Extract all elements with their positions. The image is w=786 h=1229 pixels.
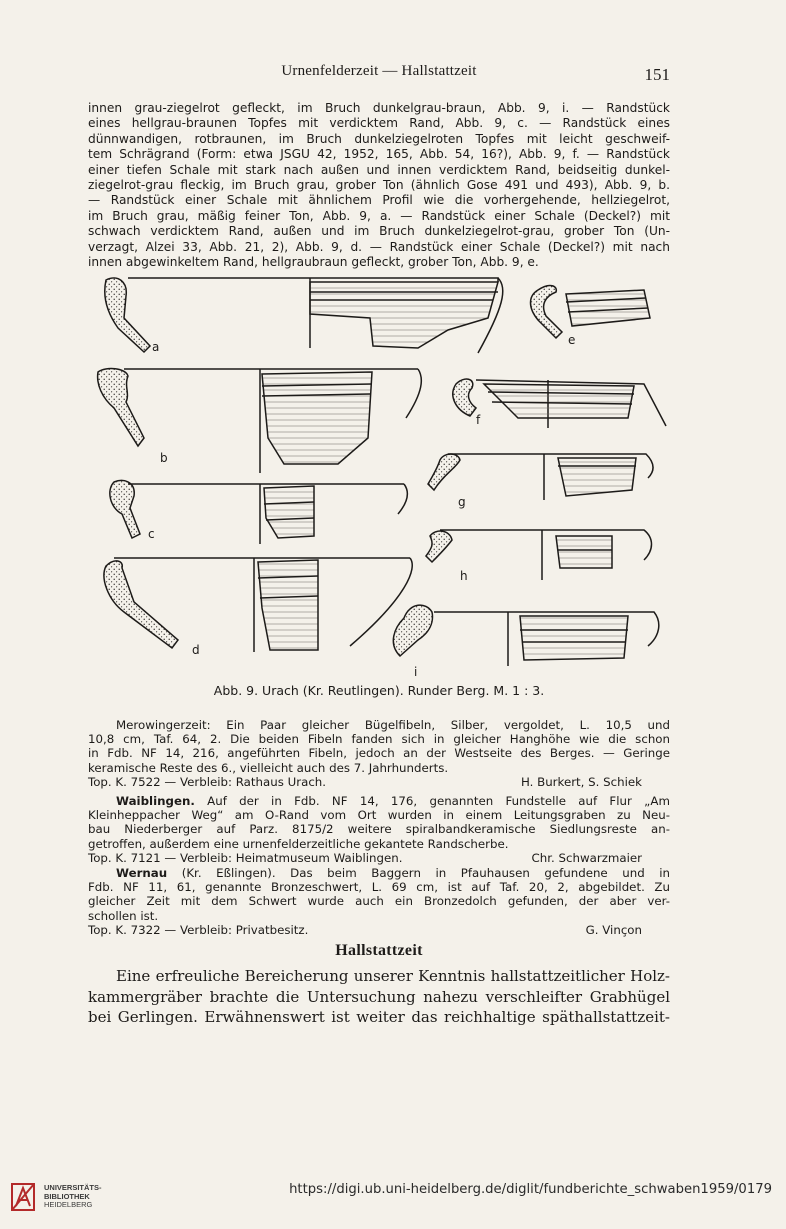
sherd-f xyxy=(453,379,666,428)
text-line: im Bruch grau, mäßig feiner Ton, Abb. 9, a. — Randstück einer Schale (Deckel?) mit xyxy=(88,208,670,223)
figure-label-d: d xyxy=(192,643,200,657)
page-header xyxy=(88,63,670,85)
intro-paragraph xyxy=(88,101,670,270)
text-line: ziegelrot-grau fleckig, im Bruch grau, grober Ton (ähnlich Gose 491 und 493), Abb. 9, b. xyxy=(88,178,670,193)
text-line: in Fdb. NF 14, 216, angeführten Fibeln, jedoch an der Westseite des Berges. — Geringe xyxy=(88,746,670,761)
text-line: 10,8 cm, Taf. 64, 2. Die beiden Fibeln fanden sich in gleicher Hanghöhe wie die schon xyxy=(88,732,670,747)
running-title: Urnenfelderzeit — Hallstattzeit xyxy=(281,63,477,79)
figure-label-g: g xyxy=(458,495,466,509)
author-signature: H. Burkert, S. Schiek xyxy=(520,774,642,789)
text-line: gleicher Zeit mit dem Schwert wurde auch ein Bronzedolch gefunden, der aber ver- xyxy=(88,894,670,909)
text-line: bau Niederberger auf Parz. 8175/2 weitere spiralbandkeramische Siedlungsreste an- xyxy=(88,822,670,837)
author-signature: G. Vinçon xyxy=(585,922,642,937)
entry-footer-row xyxy=(88,923,670,937)
merowinger-entry xyxy=(88,718,670,789)
section-paragraph xyxy=(88,966,670,1028)
sherd-g xyxy=(428,454,653,500)
entry-footer-row xyxy=(88,775,670,789)
text-line: bei Gerlingen. Erwähnenswert ist weiter das reichhaltige späthallstattzeit- xyxy=(88,1008,670,1026)
figure-label-b: b xyxy=(160,451,168,465)
sherd-i xyxy=(393,605,658,666)
figure-label-a: a xyxy=(152,340,160,354)
figure-caption: Abb. 9. Urach (Kr. Reutlingen). Runder Berg. M. 1 : 3. xyxy=(213,683,545,698)
sherd-d xyxy=(104,558,412,652)
permalink-url[interactable]: https://digi.ub.uni-heidelberg.de/diglit/fundberichte_schwaben1959/0179 xyxy=(289,1182,772,1197)
figure-label-c: c xyxy=(148,527,155,541)
text-line: getroffen, außerdem eine urnenfelderzeitliche gekantete Randscherbe. xyxy=(88,836,509,851)
page-footer xyxy=(0,1168,786,1229)
topographic-reference: Top. K. 7322 — Verbleib: Privatbesitz. xyxy=(88,922,309,937)
topographic-reference: Top. K. 7522 — Verbleib: Rathaus Urach. xyxy=(88,774,327,789)
topographic-reference: Top. K. 7121 — Verbleib: Heimatmuseum Waiblingen. xyxy=(88,850,403,865)
text-line: schwach verdicktem Rand, außen und im Bruch dunkelziegelrot-grau, grober Ton (Un- xyxy=(88,224,670,239)
library-seal-icon xyxy=(8,1180,38,1214)
text-line: Merowingerzeit: Ein Paar gleicher Bügelfibeln, Silber, vergoldet, L. 10,5 und xyxy=(116,718,670,732)
section-heading: Hallstattzeit xyxy=(335,942,423,959)
text-line: schollen ist. xyxy=(88,908,159,923)
place-name: Waiblingen. xyxy=(116,794,195,808)
sherd-b xyxy=(98,369,422,473)
waiblingen-entry xyxy=(88,794,670,865)
pottery-figure xyxy=(88,268,670,678)
place-name: Wernau xyxy=(116,866,168,880)
library-logo-text: UNIVERSITÄTS- BIBLIOTHEK HEIDELBERG xyxy=(44,1183,102,1210)
text-line: Fdb. NF 11, 61, genannte Bronzeschwert, L. 69 cm, ist auf Taf. 20, 2, abgebildet. Zu xyxy=(88,880,670,895)
sherd-drawings xyxy=(88,268,670,678)
figure-label-i: i xyxy=(414,665,418,678)
sherd-e xyxy=(531,286,651,338)
figure-label-f: f xyxy=(476,413,481,427)
text-line: Kleinheppacher Weg“ am O-Rand vom Ort wurden in einem Leitungsgraben zu Neu- xyxy=(88,808,670,823)
page-number: 151 xyxy=(644,65,670,84)
text-line: — Randstück einer Schale mit ähnlichem Profil wie die vorhergehende, hellziegelrot, xyxy=(88,193,670,208)
figure-label-e: e xyxy=(568,333,576,347)
text-line: keramische Reste des 6., vielleicht auch des 7. Jahrhunderts. xyxy=(88,760,449,775)
text-line: Waiblingen. Auf der in Fdb. NF 14, 176, genannten Fundstelle auf Flur „Am xyxy=(116,794,670,808)
text-line: tem Schrägrand (Form: etwa JSGU 42, 1952, 165, Abb. 54, 16?), Abb. 9, f. — Randstück xyxy=(88,147,670,162)
text-line: kammergräber brachte die Untersuchung nahezu verschleifter Grabhügel xyxy=(88,987,670,1006)
text-line: verzagt, Alzei 33, Abb. 21, 2), Abb. 9, d. — Randstück einer Schale (Deckel?) mit nach xyxy=(88,239,670,254)
text-line: innen abgewinkeltem Rand, hellgraubraun gefleckt, grober Ton, Abb. 9, e. xyxy=(88,255,539,270)
text-line: innen grau-ziegelrot gefleckt, im Bruch dunkelgrau-braun, Abb. 9, i. — Randstück xyxy=(88,101,670,115)
text-line: einer tiefen Schale mit stark nach außen und innen verdicktem Rand, beidseitig dunkel- xyxy=(88,162,670,177)
text-line: Eine erfreuliche Bereicherung unserer Kenntnis hallstattzeitlicher Holz- xyxy=(116,967,670,985)
author-signature: Chr. Schwarzmaier xyxy=(531,850,642,865)
text-line: eines hellgrau-braunen Topfes mit verdicktem Rand, Abb. 9, c. — Randstück eines xyxy=(88,116,670,131)
wernau-entry xyxy=(88,866,670,937)
library-logo[interactable] xyxy=(8,1180,102,1214)
text-line: Wernau (Kr. Eßlingen). Das beim Baggern in Pfauhausen gefundene und in xyxy=(116,866,670,880)
figure-label-h: h xyxy=(460,569,468,583)
entry-footer-row xyxy=(88,851,670,865)
text-line: dünnwandigen, rotbraunen, im Bruch dunkelziegelroten Topfes mit leicht geschweif- xyxy=(88,131,670,146)
sherd-a xyxy=(105,278,503,353)
